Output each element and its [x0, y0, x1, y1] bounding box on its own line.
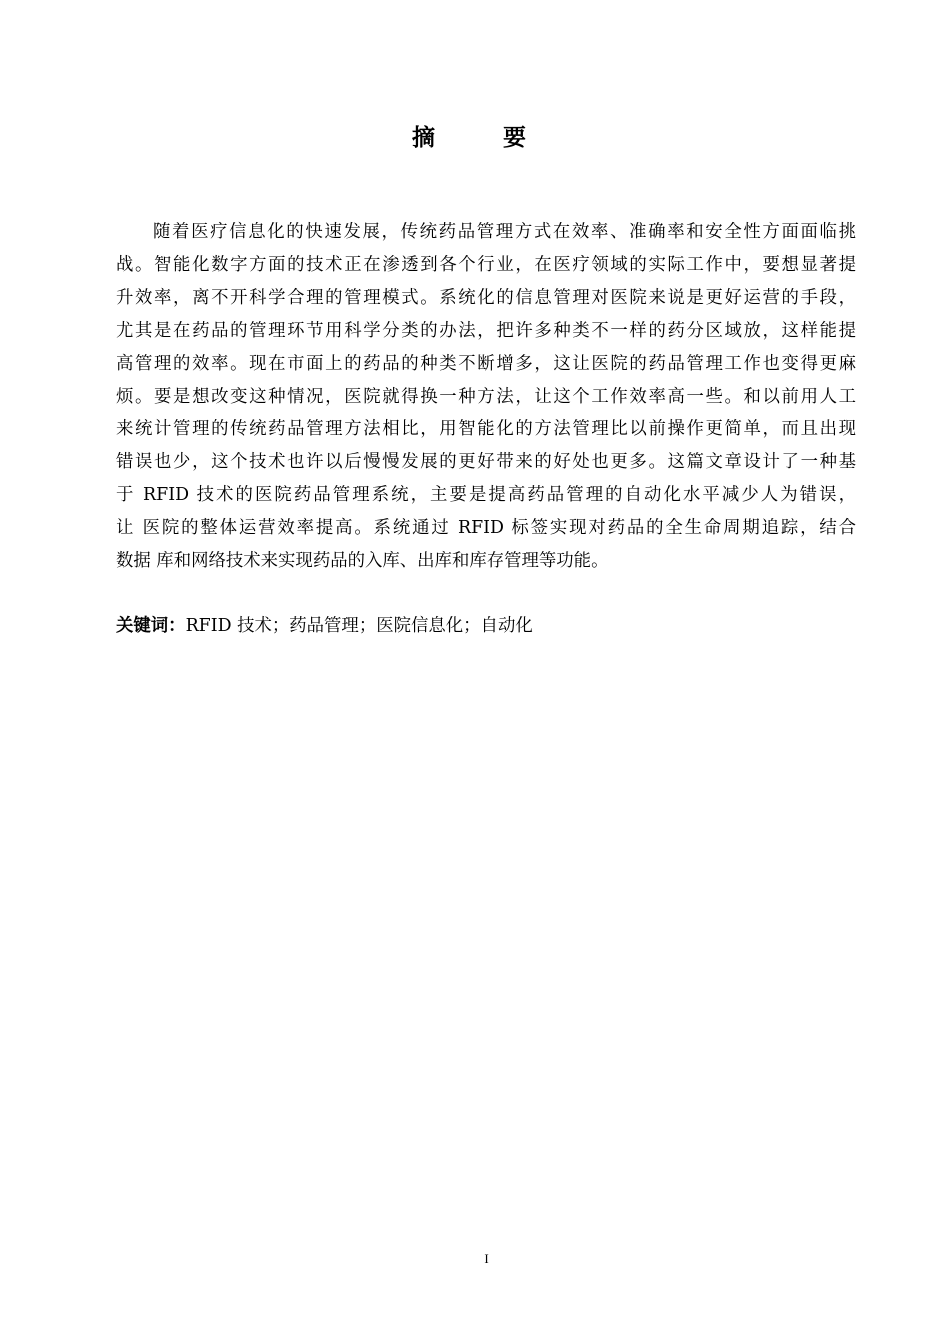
- keywords-value: RFID 技术；药品管理；医院信息化；自动化: [185, 616, 533, 636]
- abstract-line: 让 医院的整体运营效率提高。系统通过 RFID 标签实现对药品的全生命周期追踪，结合: [116, 518, 856, 539]
- abstract-line: 尤其是在药品的管理环节用科学分类的办法，把许多种类不一样的药分区域放，这样能提: [116, 320, 856, 341]
- abstract-body: [116, 216, 856, 578]
- page-number: I: [484, 1251, 489, 1266]
- abstract-line: 战。智能化数字方面的技术正在渗透到各个行业，在医疗领域的实际工作中，要想显著提: [116, 254, 856, 275]
- abstract-line: 于 RFID 技术的医院药品管理系统，主要是提高药品管理的自动化水平减少人为错误，: [116, 485, 856, 506]
- abstract-line: 数据 库和网络技术来实现药品的入库、出库和库存管理等功能。: [116, 551, 609, 572]
- abstract-line: 烦。要是想改变这种情况，医院就得换一种方法，让这个工作效率高一些。和以前用人工: [116, 386, 856, 407]
- abstract-line: 高管理的效率。现在市面上的药品的种类不断增多，这让医院的药品管理工作也变得更麻: [116, 353, 856, 374]
- keywords-label: 关键词：: [116, 616, 186, 636]
- keywords-line: [116, 612, 856, 640]
- abstract-line: 升效率，离不开科学合理的管理模式。系统化的信息管理对医院来说是更好运营的手段，: [116, 287, 856, 308]
- abstract-line: 错误也少，这个技术也许以后慢慢发展的更好带来的好处也更多。这篇文章设计了一种基: [116, 452, 856, 473]
- abstract-line: 随着医疗信息化的快速发展，传统药品管理方式在效率、准确率和安全性方面面临挑: [153, 222, 856, 242]
- page-title: 摘 要: [411, 125, 556, 151]
- abstract-line: 来统计管理的传统药品管理方法相比，用智能化的方法管理比以前操作更简单，而且出现: [116, 419, 856, 440]
